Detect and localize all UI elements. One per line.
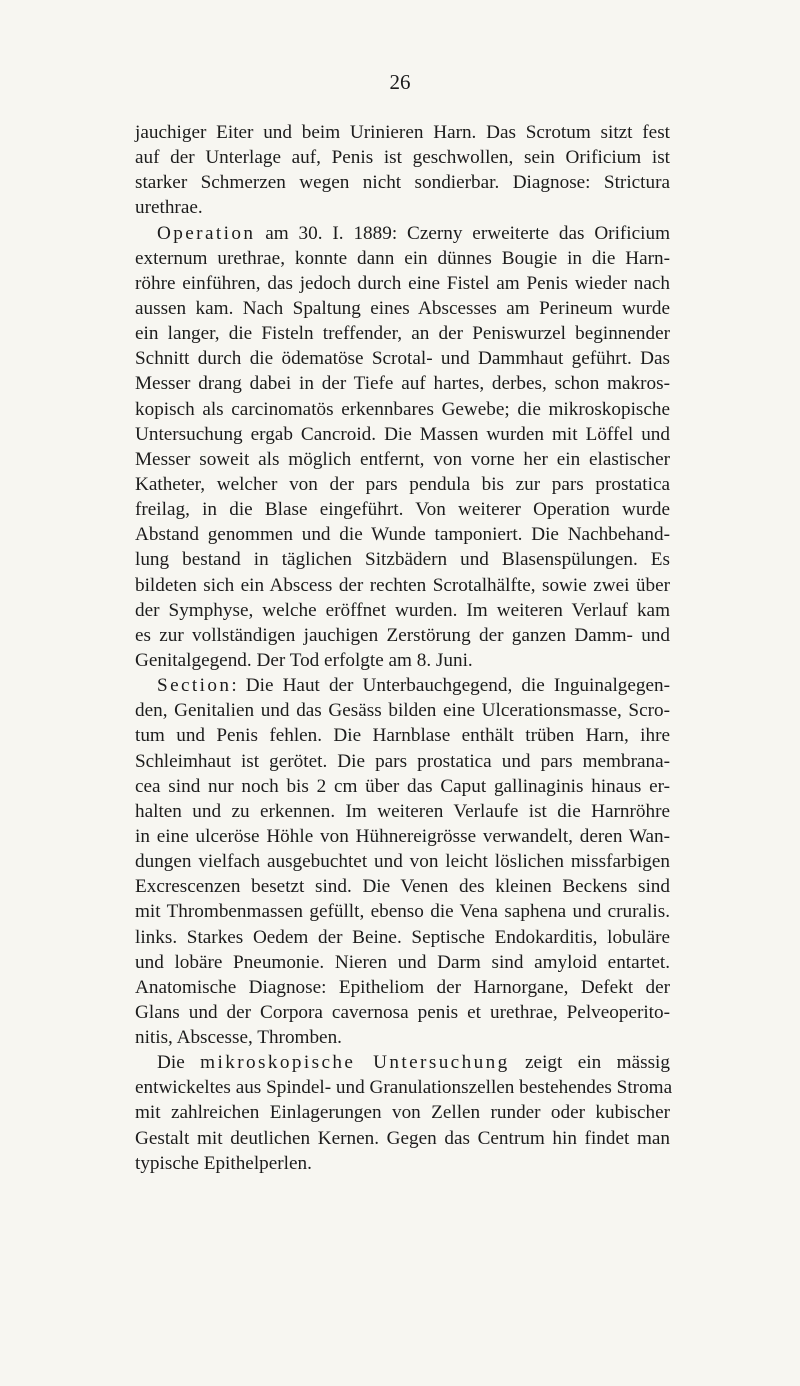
text-line: den, Genitalien und das Gesäss bilden eine Ulcerationsmasse, Scro- <box>135 700 670 722</box>
text-line: aussen kam. Nach Spaltung eines Abscesses am Perineum wurde <box>135 297 670 319</box>
body-text <box>135 120 673 1176</box>
text-line: röhre einführen, das jedoch durch eine Fistel am Penis wieder nach <box>135 272 670 294</box>
section-heading: Section <box>157 675 232 697</box>
text-line: cea sind nur noch bis 2 cm über das Caput gallinaginis hinaus er- <box>135 775 670 797</box>
text-line: es zur vollständigen jauchigen Zerstörung der ganzen Damm- und <box>135 624 670 646</box>
page-number: 26 <box>389 70 411 94</box>
text-line: mit Thrombenmassen gefüllt, ebenso die Vena saphena und cruralis. <box>135 901 670 923</box>
text-line: und lobäre Pneumonie. Nieren und Darm sind amyloid entartet. <box>135 951 670 973</box>
text-line: Anatomische Diagnose: Epitheliom der Harnorgane, Defekt der <box>135 976 670 998</box>
text-line: Katheter, welcher von der pars pendula bis zur pars prostatica <box>135 473 670 495</box>
text-line: freilag, in die Blase eingeführt. Von weiterer Operation wurde <box>135 499 670 521</box>
text-line: Genitalgegend. Der Tod erfolgte am 8. Juni. <box>135 649 473 671</box>
text-fragment: : Die Haut der Unterbauchgegend, die Inguinalgegen- <box>231 675 670 697</box>
text-line: externum urethrae, konnte dann ein dünnes Bougie in die Harn- <box>135 247 670 269</box>
text-line: links. Starkes Oedem der Beine. Septische Endokarditis, lobuläre <box>135 926 670 948</box>
text-line: bildeten sich ein Abscess der rechten Scrotalhälfte, sowie zwei über <box>135 574 670 596</box>
text-line: tum und Penis fehlen. Die Harnblase enthält trüben Harn, ihre <box>135 725 670 747</box>
text-line: Messer soweit als möglich entfernt, von vorne her ein elastischer <box>135 448 670 470</box>
text-line <box>135 1050 670 1075</box>
text-line: halten und zu erkennen. Im weiteren Verlaufe ist die Harnröhre <box>135 800 670 822</box>
text-line: lung bestand in täglichen Sitzbädern und Blasenspülungen. Es <box>135 549 670 571</box>
text-line: Glans und der Corpora cavernosa penis et urethrae, Pelveoperito- <box>135 1001 670 1023</box>
text-line: starker Schmerzen wegen nicht sondierbar. Diagnose: Strictura <box>135 172 670 194</box>
text-line: der Symphyse, welche eröffnet wurden. Im weiteren Verlauf kam <box>135 599 670 621</box>
text-line: dungen vielfach ausgebuchtet und von leicht löslichen missfarbigen <box>135 851 670 873</box>
text-line: auf der Unterlage auf, Penis ist geschwollen, sein Orificium ist <box>135 147 670 169</box>
text-line: Schnitt durch die ödematöse Scrotal- und Dammhaut geführt. Das <box>135 348 670 370</box>
paragraph-operation <box>135 221 670 674</box>
text-line: Gestalt mit deutlichen Kernen. Gegen das Centrum hin findet man <box>135 1127 670 1149</box>
paragraph-section <box>135 673 670 1050</box>
text-line: kopisch als carcinomatös erkennbares Gewebe; die mikroskopische <box>135 398 670 420</box>
text-line: Schleimhaut ist gerötet. Die pars prostatica und pars membrana- <box>135 750 670 772</box>
text-fragment: Die <box>157 1052 201 1074</box>
text-line: ein langer, die Fisteln treffender, an der Peniswurzel beginnender <box>135 323 670 345</box>
text-line <box>135 221 670 246</box>
text-line <box>135 673 670 698</box>
section-heading: mikroskopische Untersuchung <box>200 1052 510 1074</box>
text-line: Abstand genommen und die Wunde tamponiert. Die Nachbehand- <box>135 524 670 546</box>
section-heading: Operation <box>157 222 256 244</box>
text-line: mit zahlreichen Einlagerungen von Zellen runder oder kubischer <box>135 1102 670 1124</box>
text-line: Excrescenzen besetzt sind. Die Venen des kleinen Beckens sind <box>135 876 670 898</box>
text-line: entwickeltes aus Spindel- und Granulationszellen bestehendes Stroma <box>135 1077 673 1099</box>
text-line: nitis, Abscesse, Thromben. <box>135 1027 342 1049</box>
text-line: urethrae. <box>135 197 203 219</box>
text-line: typische Epithelperlen. <box>135 1152 312 1174</box>
text-line: jauchiger Eiter und beim Urinieren Harn. Das Scrotum sitzt fest <box>135 122 670 143</box>
text-line: in eine ulceröse Höhle von Hühnereigrösse verwandelt, deren Wan- <box>135 825 670 847</box>
text-fragment: zeigt ein mässig <box>509 1052 670 1074</box>
text-line: Untersuchung ergab Cancroid. Die Massen wurden mit Löffel und <box>135 423 670 445</box>
paragraph-microscopy <box>135 1050 673 1176</box>
text-fragment: am 30. I. 1889: Czerny erweiterte das Orificium <box>255 222 670 244</box>
paragraph <box>135 120 670 221</box>
text-line: Messer drang dabei in der Tiefe auf hartes, derbes, schon makros- <box>135 373 670 395</box>
